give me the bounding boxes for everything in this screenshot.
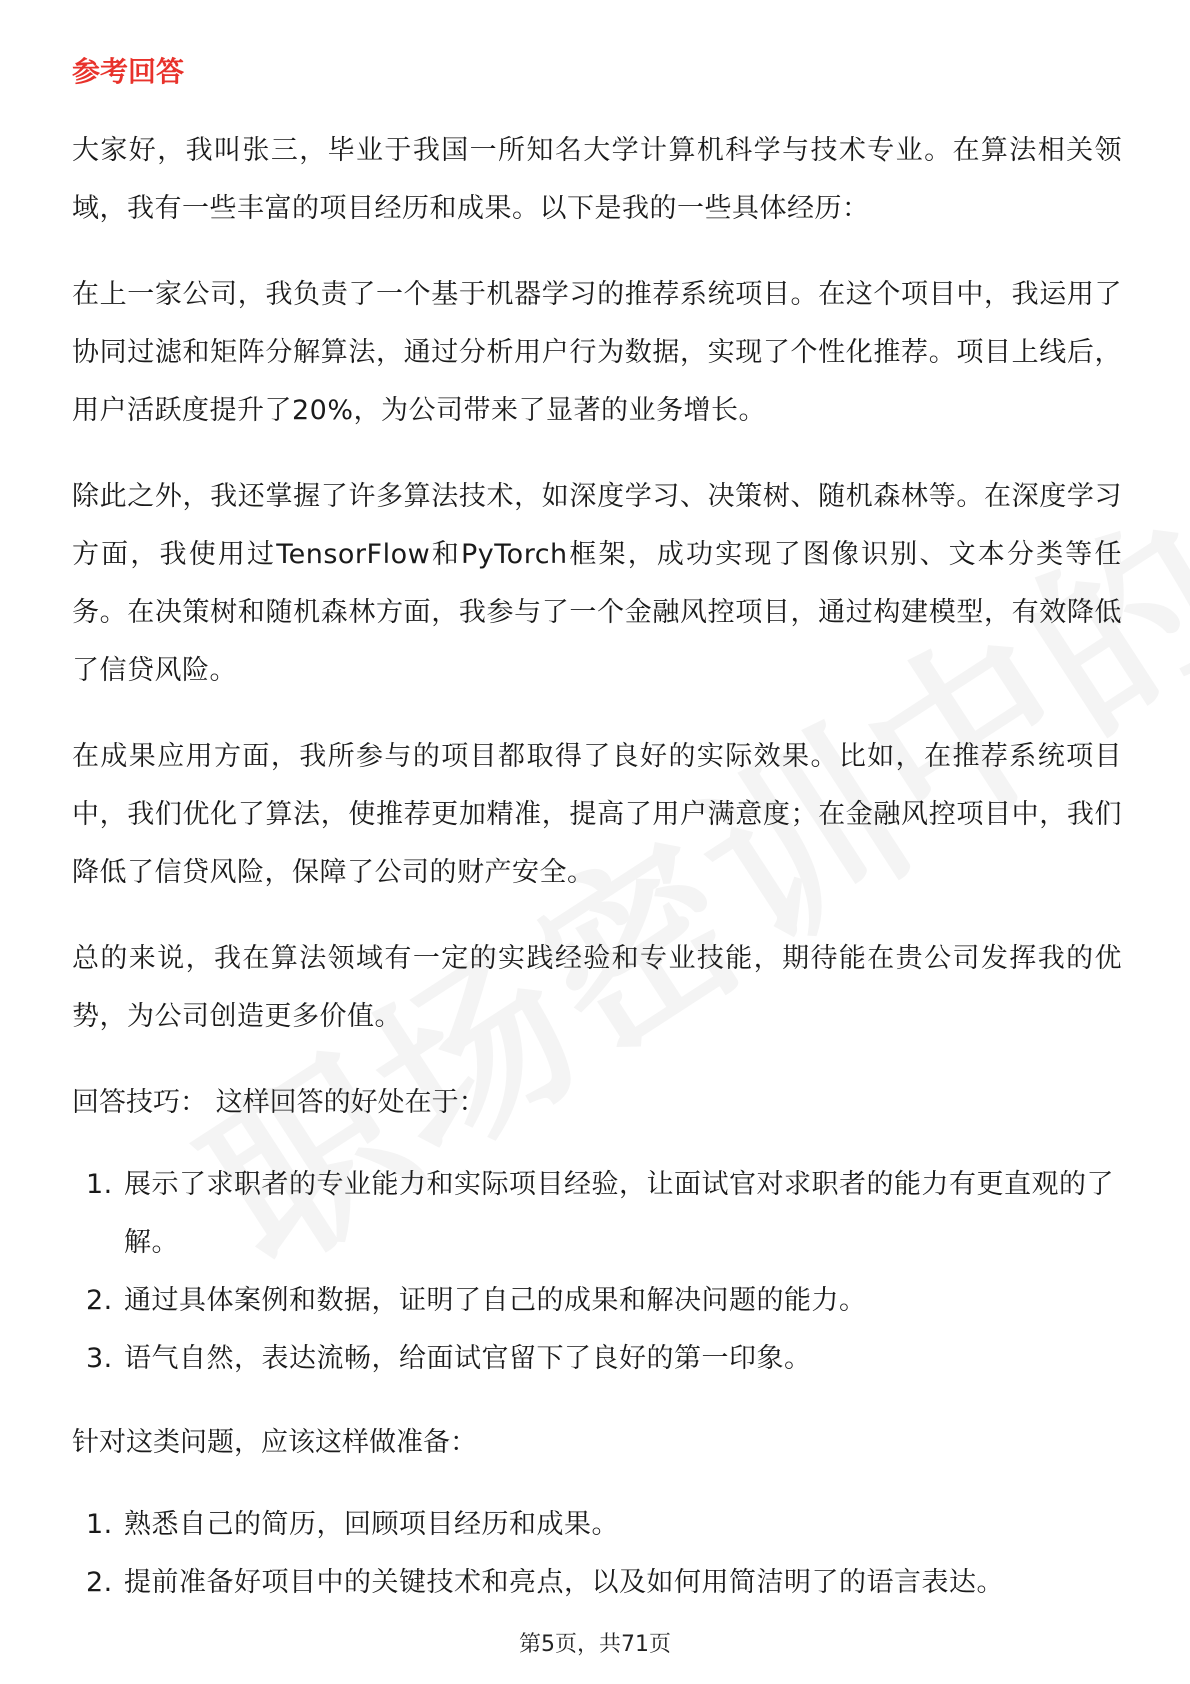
list-text: 展示了求职者的专业能力和实际项目经验，让面试官对求职者的能力有更直观的了解。 (124, 1169, 1114, 1258)
list-number: 1. (86, 1169, 113, 1200)
list-item (72, 1156, 1122, 1272)
list-item (72, 1554, 1122, 1612)
list-text: 熟悉自己的简历，回顾项目经历和成果。 (124, 1509, 619, 1540)
document-page (72, 40, 1122, 1638)
list-item (72, 1330, 1122, 1388)
page-footer: 第5页，共71页 (519, 1632, 671, 1657)
list-number: 2. (86, 1285, 113, 1316)
list-number: 3. (86, 1343, 113, 1374)
paragraph-project: 在上一家公司，我负责了一个基于机器学习的推荐系统项目。在这个项目中，我运用了协同过滤和矩阵分解算法，通过分析用户行为数据，实现了个性化推荐。项目上线后，用户活跃度提升了20%，为公司带来了显著的业务增长。 (72, 279, 1122, 426)
list-item (72, 1272, 1122, 1330)
paragraph-skills: 除此之外，我还掌握了许多算法技术，如深度学习、决策树、随机森林等。在深度学习方面，我使用过TensorFlow和PyTorch框架，成功实现了图像识别、文本分类等任务。在决策树和随机森林方面，我参与了一个金融风控项目，通过构建模型，有效降低了信贷风险。 (72, 481, 1122, 686)
paragraph-summary: 总的来说，我在算法领域有一定的实践经验和专业技能，期待能在贵公司发挥我的优势，为公司创造更多价值。 (72, 943, 1122, 1032)
list-number: 2. (86, 1567, 113, 1598)
paragraph-results: 在成果应用方面，我所参与的项目都取得了良好的实际效果。比如，在推荐系统项目中，我们优化了算法，使推荐更加精准，提高了用户满意度；在金融风控项目中，我们降低了信贷风险，保障了公司的财产安全。 (72, 741, 1122, 888)
list-item (72, 1496, 1122, 1554)
paragraph-intro: 大家好，我叫张三，毕业于我国一所知名大学计算机科学与技术专业。在算法相关领域，我有一些丰富的项目经历和成果。以下是我的一些具体经历： (72, 135, 1122, 224)
tips-label: 回答技巧： 这样回答的好处在于： (72, 1087, 486, 1118)
list-text: 通过具体案例和数据，证明了自己的成果和解决问题的能力。 (124, 1285, 867, 1316)
list-number: 1. (86, 1509, 113, 1540)
section-heading: 参考回答 (72, 55, 185, 88)
list-text: 提前准备好项目中的关键技术和亮点，以及如何用简洁明了的语言表达。 (124, 1567, 1004, 1598)
list-text: 语气自然，表达流畅，给面试官留下了良好的第一印象。 (124, 1343, 812, 1374)
prep-label: 针对这类问题，应该这样做准备： (72, 1427, 477, 1458)
tips-list (72, 1156, 1122, 1388)
prep-list (72, 1496, 1122, 1612)
